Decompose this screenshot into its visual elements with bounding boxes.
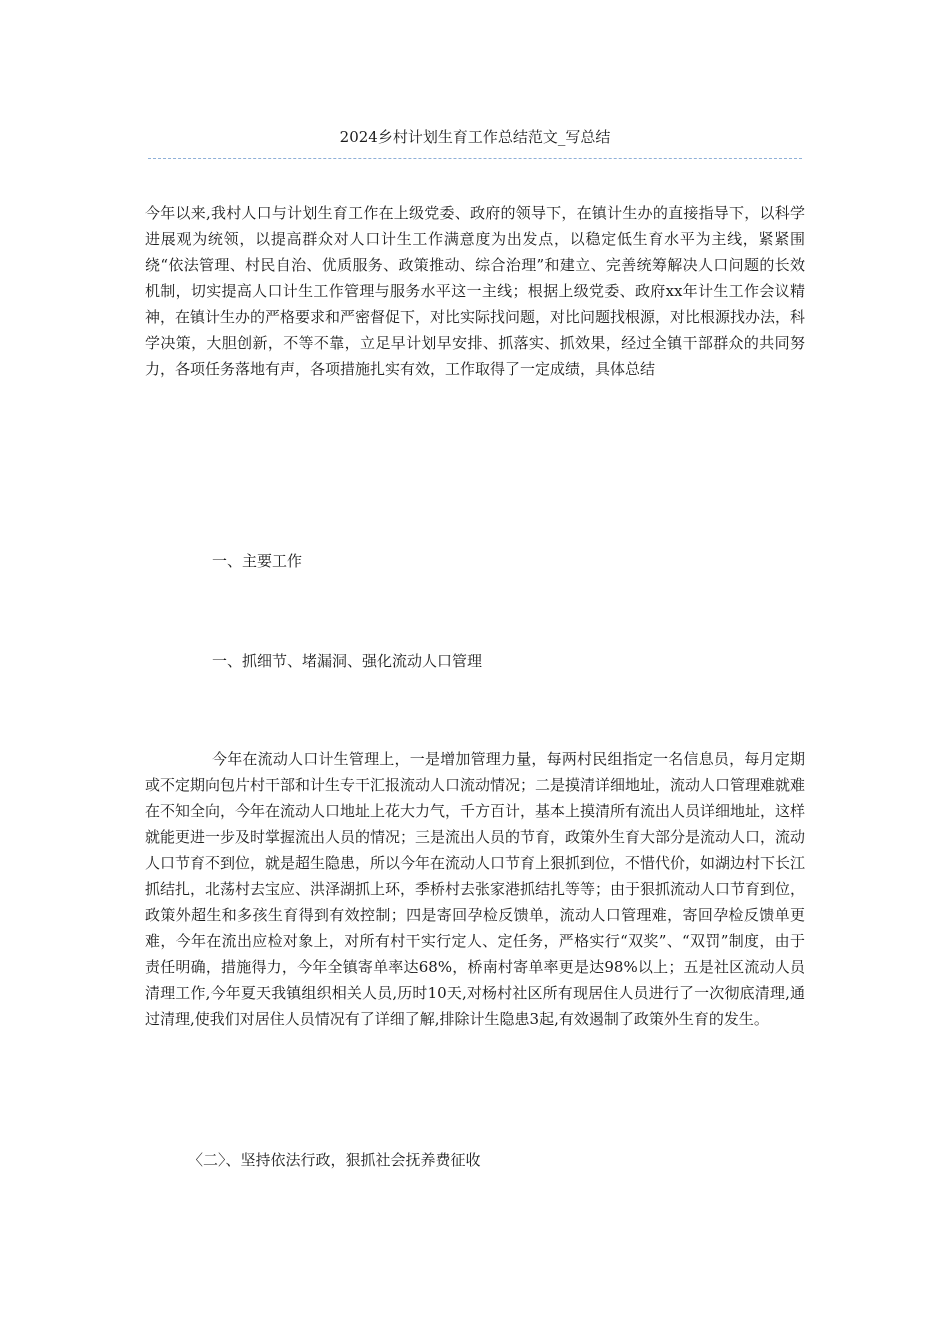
floating-population-paragraph: 今年在流动人口计生管理上，一是增加管理力量，每两村民组指定一名信息员，每月定期或不定期向包片村干部和计生专干汇报流动人口流动情况；二是摸清详细地址，流动人口管理难就难在不知全向，今年在流动人口地址上花大力气，千方百计，基本上摸清所有流出人员详细地址，这样就能更进一步及时掌握流出人员的情况；三是流出人员的节育，政策外生育大部分是流动人口，流动人口节育不到位，就是超生隐患，所以今年在流动人口节育上狠抓到位，不惜代价，如湖边村下长江抓结扎，北荡村去宝应、洪泽湖抓上环，季桥村去张家港抓结扎等等；由于狠抓流动人口节育到位，政策外超生和多孩生育得到有效控制；四是寄回孕检反馈单，流动人口管理难，寄回孕检反馈单更难，今年在流出应检对象上，对所有村干实行定人、定任务，严格实行“双奖”、“双罚”制度，由于责任明确，措施得力，今年全镇寄单率达68%，桥南村寄单率更是达98%以上；五是社区流动人员清理工作,今年夏天我镇组织相关人员,历时10天,对杨村社区所有现居住人员进行了一次彻底清理,通过清理,使我们对居住人员情况有了详细了解,排除计生隐患3起,有效遏制了政策外生育的发生。	[145, 750, 806, 1028]
section-heading-social-fee: 〈二〉、坚持依法行政，狠抓社会抚养费征收	[188, 1151, 481, 1169]
title-divider	[148, 158, 802, 159]
document-title: 2024乡村计划生育工作总结范文_写总结	[339, 128, 611, 146]
intro-paragraph: 今年以来,我村人口与计划生育工作在上级党委、政府的领导下，在镇计生办的直接指导下，以科学进展观为统领，以提高群众对人口计生工作满意度为出发点，以稳定低生育水平为主线，紧紧围绕“依法管理、村民自治、优质服务、政策推动、综合治理”和建立、完善统筹解决人口问题的长效机制，切实提高人口计生工作管理与服务水平这一主线；根据上级党委、政府xx年计生工作会议精神，在镇计生办的严格要求和严密督促下，对比实际找问题，对比问题找根源，对比根源找办法，科学决策，大胆创新，不等不靠，立足早计划早安排、抓落实、抓效果，经过全镇干部群众的共同努力，各项任务落地有声，各项措施扎实有效，工作取得了一定成绩，具体总结	[145, 204, 806, 378]
section-heading-floating-population: 一、抓细节、堵漏洞、强化流动人口管理	[212, 652, 483, 670]
section-heading-main-work: 一、主要工作	[212, 552, 303, 570]
